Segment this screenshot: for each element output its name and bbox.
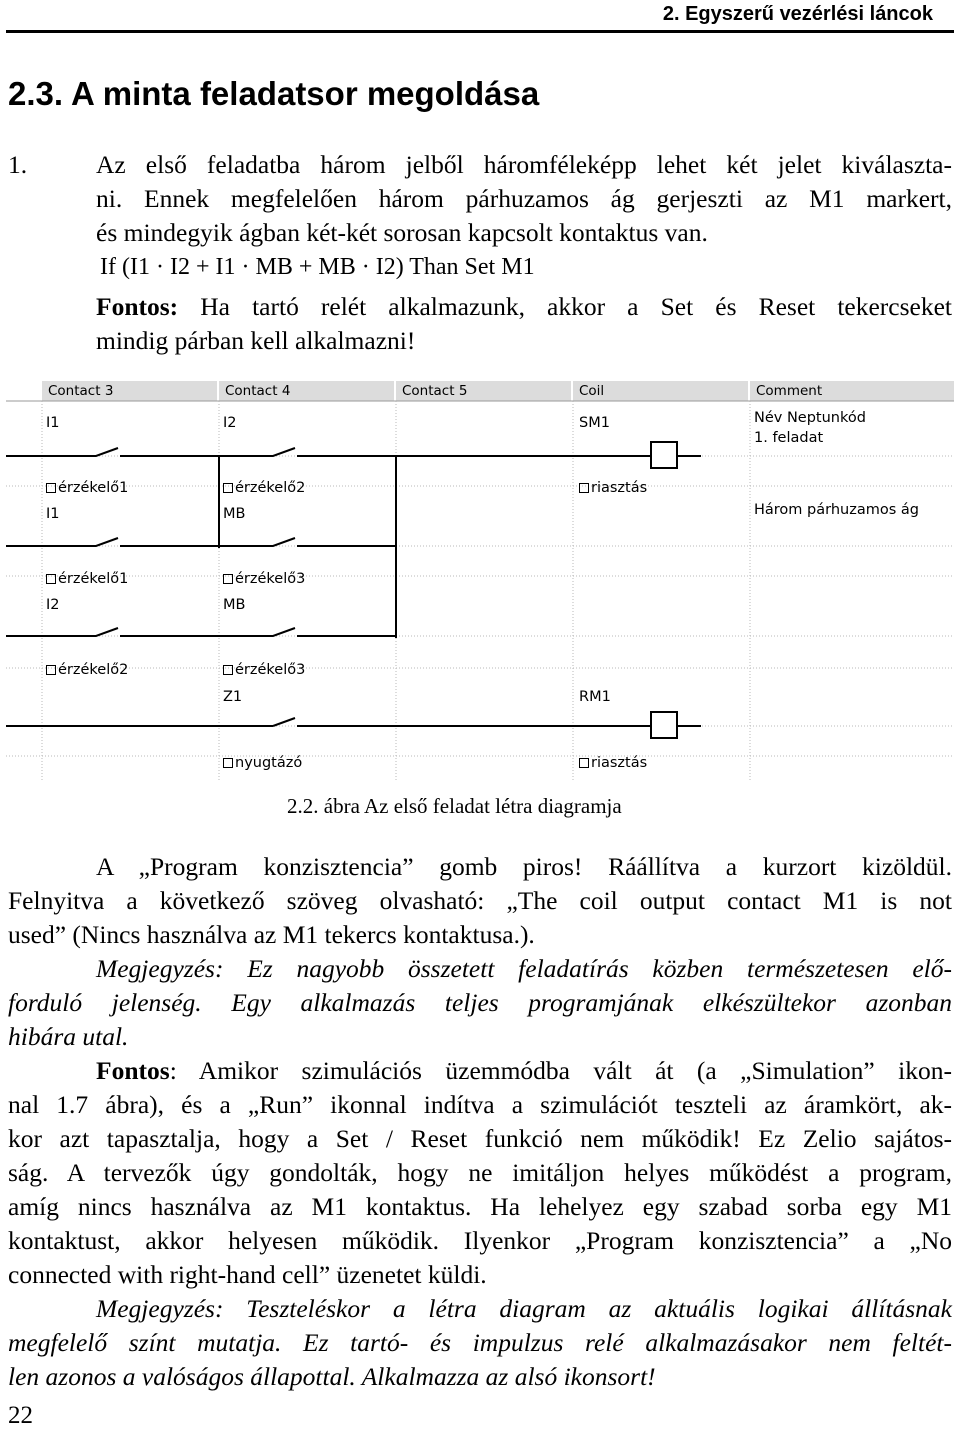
rung1-contact4-label: érzékelő2 [223,479,305,497]
comment-task-line: 1. feladat [754,430,824,446]
figure-caption: 2.2. ábra Az első feladat létra diagramja [287,794,622,818]
fontos-text: Ha tartó relét alkalmazunk, akkor a Set és Reset tekercseket [200,292,952,321]
checkbox-icon [223,574,233,584]
rung3-contact3-address: I2 [46,597,60,613]
comment-name-line: Név Neptunkód [754,410,866,426]
rung2-contact4-address: MB [223,506,246,522]
note1-line2: forduló jelenség. Egy alkalmazás teljes programjának elkészültekor azonban [8,988,952,1017]
rung3-contact4-label: érzékelő3 [223,661,305,679]
col-header-contact5: Contact 5 [402,383,468,399]
col-header-contact3: Contact 3 [48,383,114,399]
para2-line5: amíg nincs használva az M1 kontaktus. Ha lehelyez egy szabad sorba egy M1 [8,1192,952,1221]
rung2-contact3-label: érzékelő1 [46,570,128,588]
note1-line3: hibára utal. [8,1022,129,1051]
note2-line2: megfelelő színt mutatja. Ez tartó- és impulzus relé alkalmazásakor nem feltét- [8,1328,952,1357]
rung1-coil-address: SM1 [579,415,610,431]
item1-fontos-line1 [96,290,952,324]
checkbox-icon [223,665,233,675]
checkbox-icon [223,758,233,768]
note1-line1: Megjegyzés: Ez nagyobb összetett feladatírás közben természetesen elő- [96,954,952,983]
para2-line3: kor azt tapasztalja, hogy a Set / Reset funkció nem működik! Ez Zelio sajátos- [8,1124,952,1153]
item1-line3: és mindegyik ágban két-két sorosan kapcsolt kontaktus van. [96,218,708,247]
item1-fontos-line2: mindig párban kell alkalmazni! [96,326,416,355]
col-header-coil: Coil [579,383,605,399]
rung3-contact3-label: érzékelő2 [46,661,128,679]
rung4-contact4-address: Z1 [223,689,243,705]
rung3-contact4-address: MB [223,597,246,613]
col-header-contact4: Contact 4 [225,383,291,399]
rung2-contact3-address: I1 [46,506,60,522]
checkbox-icon [46,574,56,584]
rung4-contact4-label: nyugtázó [223,754,302,772]
rung4-coil-label: riasztás [579,754,647,772]
checkbox-icon [223,483,233,493]
para2-line1: Fontos: Amikor szimulációs üzemmódba vált át (a „Simulation” ikon- [96,1056,952,1085]
para1-line2: Felnyitva a következő szöveg olvasható: „The coil output contact M1 is not [8,886,952,915]
rung2-comment: Három párhuzamos ág [754,502,919,518]
section-title: 2.3. A minta feladatsor megoldása [8,75,540,112]
note2-line1: Megjegyzés: Teszteléskor a létra diagram az aktuális logikai állításnak [96,1294,952,1323]
rung2-contact4-label: érzékelő3 [223,570,305,588]
ladder-diagram [6,376,954,780]
para2-line6: kontaktust, akkor helyesen működik. Ilyenkor „Program konzisztencia” a „No [8,1226,952,1255]
item1-line2: ni. Ennek megfelelően három párhuzamos ág gerjeszti az M1 markert, [96,184,952,213]
checkbox-icon [46,665,56,675]
checkbox-icon [579,483,589,493]
rung4-coil-address: RM1 [579,689,611,705]
item1-line1: Az első feladatba három jelből háromféleképp lehet két jelet kiválaszta- [96,150,952,179]
col-header-comment: Comment [756,383,823,399]
page-number: 22 [8,1402,33,1429]
rung1-contact3-address: I1 [46,415,60,431]
para1-line1: A „Program konzisztencia” gomb piros! Ráállítva a kurzort kizöldül. [96,852,952,881]
checkbox-icon [46,483,56,493]
checkbox-icon [579,758,589,768]
para2-line2: nal 1.7 ábra), és a „Run” ikonnal indítva a szimulációt teszteli az áramkört, ak- [8,1090,952,1119]
item-number: 1. [8,150,28,179]
logic-formula: If (I1 · I2 + I1 · MB + MB · I2) Than Set M1 [100,254,535,280]
chapter-header: 2. Egyszerű vezérlési láncok [662,3,933,25]
header-rule [6,30,954,33]
fontos-label: Fontos: [96,292,179,321]
para2-line4: ság. A tervezők úgy gondolták, hogy ne imitáljon helyes működést a program, [8,1158,952,1187]
rung1-coil-label: riasztás [579,479,647,497]
note2-line3: len azonos a valóságos állapottal. Alkalmazza az alsó ikonsort! [8,1362,656,1391]
fontos-label: Fontos [96,1056,170,1085]
rung1-contact4-address: I2 [223,415,237,431]
para1-line3: used” (Nincs használva az M1 tekercs kontaktusa.). [8,920,535,949]
rung1-contact3-label: érzékelő1 [46,479,128,497]
para2-line7: connected with right-hand cell” üzenetet küldi. [8,1260,487,1289]
